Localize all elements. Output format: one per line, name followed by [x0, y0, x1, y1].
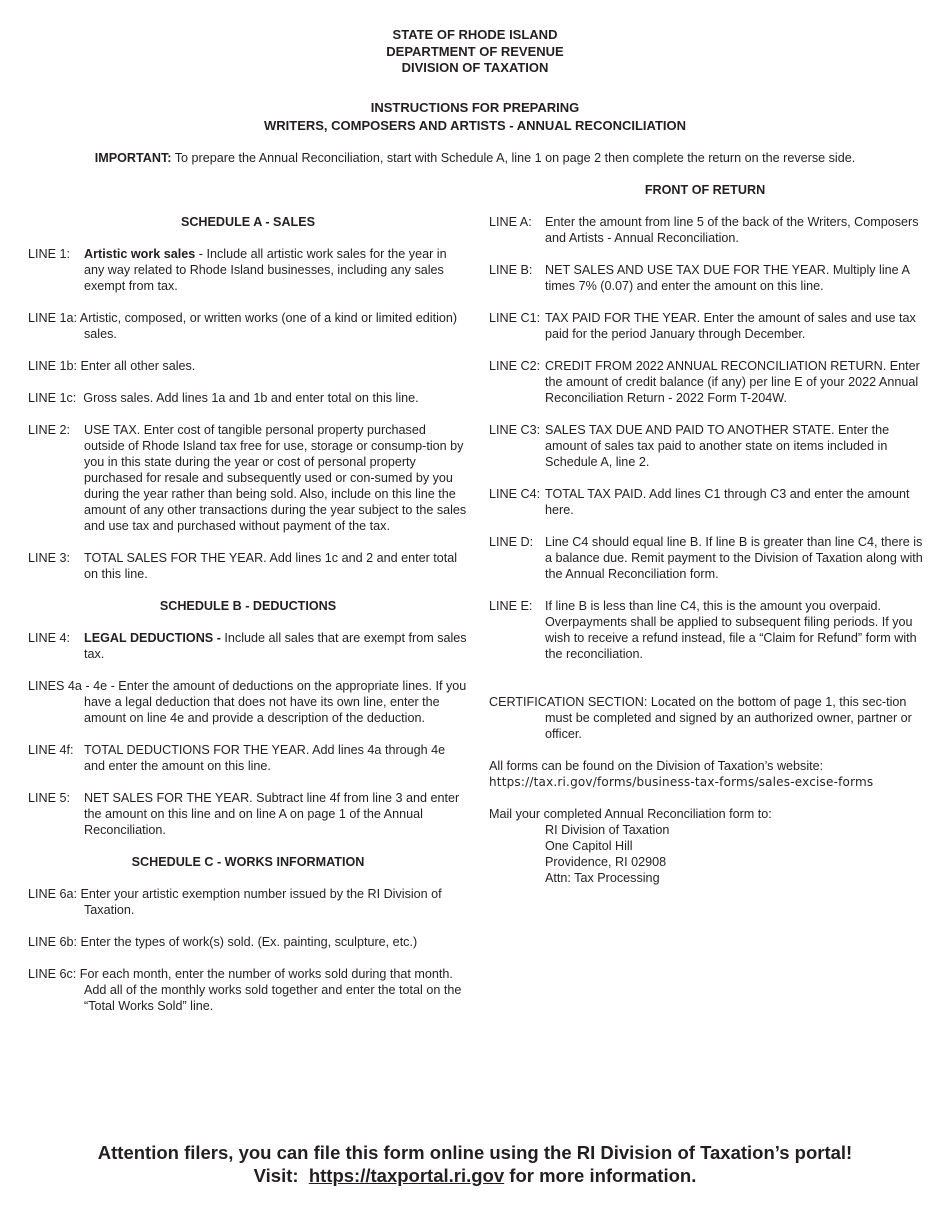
mail-address-line-3: Providence, RI 02908	[545, 855, 667, 869]
division-name: DIVISION OF TAXATION	[401, 60, 549, 75]
important-label: IMPORTANT:	[94, 151, 172, 165]
line-c1-label: LINE C1:	[489, 311, 541, 325]
line-c2-label: LINE C2:	[489, 359, 541, 373]
line-3-label: LINE 3:	[28, 551, 70, 565]
line-1b-entry: LINE 1b: Enter all other sales.	[28, 359, 196, 373]
line-4-bold: LEGAL DEDUCTIONS -	[84, 631, 221, 645]
line-5-entry	[28, 790, 468, 838]
schedule-b-heading: SCHEDULE B - DEDUCTIONS	[159, 599, 337, 613]
line-e-text: If line B is less than line C4, this is the amount you overpaid. Overpayments shall be applied to subsequent filing periods. If you wish to receive a refund instead, file a “Claim for Refund” form with the reconciliation.	[545, 599, 917, 661]
footer-line-2	[0, 1164, 950, 1187]
line-c1-entry	[489, 310, 929, 342]
line-a-text: Enter the amount from line 5 of the back of the Writers, Composers and Artists - Annual Reconciliation.	[545, 215, 919, 245]
line-2-text: USE TAX. Enter cost of tangible personal property purchased outside of Rhode Island tax free for use, storage or consump-tion by you in this state during the year or cost of personal property purchased for resale and subsequently used or con-sumed by you during the year rather than being sold. Also, include on this line the amount of any other transactions during the year subject to the sales and use tax and purchased without payment of the tax.	[84, 423, 467, 533]
line-1-label: LINE 1:	[28, 247, 70, 261]
forms-note: All forms can be found on the Division of Taxation’s website:	[489, 759, 824, 773]
line-c4-entry	[489, 486, 929, 518]
line-2-label: LINE 2:	[28, 423, 70, 437]
mail-address-line-2: One Capitol Hill	[545, 839, 633, 853]
line-b-label: LINE B:	[489, 263, 533, 277]
title-line-1: INSTRUCTIONS FOR PREPARING	[370, 100, 580, 115]
line-4f-entry	[28, 742, 468, 774]
line-c1-text: TAX PAID FOR THE YEAR. Enter the amount of sales and use tax paid for the period January through December.	[545, 311, 916, 341]
footer-after: for more information.	[504, 1165, 697, 1186]
line-d-entry	[489, 534, 929, 582]
line-6b-entry: LINE 6b: Enter the types of work(s) sold. (Ex. painting, sculpture, etc.)	[28, 935, 418, 949]
forms-url[interactable]: https://tax.ri.gov/forms/business-tax-forms/sales-excise-forms	[489, 775, 874, 789]
mail-address-line-4: Attn: Tax Processing	[545, 871, 660, 885]
line-2-entry	[28, 422, 468, 534]
line-3-text: TOTAL SALES FOR THE YEAR. Add lines 1c and 2 and enter total on this line.	[84, 551, 458, 581]
schedule-c-heading: SCHEDULE C - WORKS INFORMATION	[131, 855, 365, 869]
line-d-label: LINE D:	[489, 535, 534, 549]
line-e-label: LINE E:	[489, 599, 533, 613]
left-column	[28, 214, 468, 1014]
taxportal-link[interactable]: https://taxportal.ri.gov	[308, 1165, 505, 1186]
mail-address-line-1: RI Division of Taxation	[545, 823, 670, 837]
line-c4-text: TOTAL TAX PAID. Add lines C1 through C3 and enter the amount here.	[545, 487, 910, 517]
mail-intro: Mail your completed Annual Reconciliation form to:	[489, 807, 772, 821]
important-note	[0, 150, 950, 166]
line-6c-entry: LINE 6c: For each month, enter the number of works sold during that month. Add all of the monthly works sold together and enter the total on the “Total Works Sold” line.	[28, 967, 462, 1013]
line-3-entry	[28, 550, 468, 582]
line-a-label: LINE A:	[489, 215, 532, 229]
line-a-entry	[489, 214, 929, 246]
line-4-text: Include all sales that are exempt from sales tax.	[84, 631, 467, 661]
line-b-entry	[489, 262, 929, 294]
line-c3-label: LINE C3:	[489, 423, 541, 437]
department-name: DEPARTMENT OF REVENUE	[386, 43, 564, 59]
line-1-entry	[28, 246, 468, 294]
right-column	[489, 182, 929, 886]
certification-section: CERTIFICATION SECTION: Located on the bottom of page 1, this sec-tion must be completed and signed by an authorized owner, partner or officer.	[489, 695, 912, 741]
line-1c-entry: LINE 1c: Gross sales. Add lines 1a and 1b and enter total on this line.	[28, 391, 419, 405]
document-title	[0, 99, 950, 134]
state-name: STATE OF RHODE ISLAND	[392, 27, 558, 42]
line-b-text: NET SALES AND USE TAX DUE FOR THE YEAR. Multiply line A times 7% (0.07) and enter the amount on this line.	[545, 263, 910, 293]
line-1-text: - Include all artistic work sales for the year in any way related to Rhode Island businesses, including any sales exempt from tax.	[84, 247, 447, 293]
line-c2-text: CREDIT FROM 2022 ANNUAL RECONCILIATION RETURN. Enter the amount of credit balance (if any) per line E of your 2022 Annual Reconciliation Return - 2022 Form T-204W.	[545, 359, 920, 405]
line-5-text: NET SALES FOR THE YEAR. Subtract line 4f from line 3 and enter the amount on this line and on line A on page 1 of the Annual Reconciliation.	[84, 791, 460, 837]
line-4f-label: LINE 4f:	[28, 743, 74, 757]
line-1a-entry: LINE 1a: Artistic, composed, or written works (one of a kind or limited edition) sales.	[28, 311, 458, 341]
line-c2-entry	[489, 358, 929, 406]
footer-line-1: Attention filers, you can file this form online using the RI Division of Taxation’s portal!	[97, 1142, 853, 1163]
important-text: To prepare the Annual Reconciliation, start with Schedule A, line 1 on page 2 then complete the return on the reverse side.	[171, 151, 856, 165]
line-4-label: LINE 4:	[28, 631, 70, 645]
line-e-entry	[489, 598, 929, 662]
line-4-entry	[28, 630, 468, 662]
line-c4-label: LINE C4:	[489, 487, 541, 501]
line-6a-entry: LINE 6a: Enter your artistic exemption number issued by the RI Division of Taxation.	[28, 887, 442, 917]
line-5-label: LINE 5:	[28, 791, 70, 805]
schedule-a-heading: SCHEDULE A - SALES	[180, 215, 316, 229]
front-of-return-heading: FRONT OF RETURN	[644, 183, 766, 197]
lines-4a-4e-entry: LINES 4a - 4e - Enter the amount of deductions on the appropriate lines. If you have a legal deduction that does not have its own line, enter the amount on line 4e and provide a description of the deduction.	[28, 679, 467, 725]
document-header	[0, 27, 950, 77]
footer-visit: Visit:	[253, 1165, 309, 1186]
line-c3-entry	[489, 422, 929, 470]
line-d-text: Line C4 should equal line B. If line B is greater than line C4, there is a balance due. Remit payment to the Division of Taxation along with the Annual Reconciliation form.	[545, 535, 923, 581]
title-line-2: WRITERS, COMPOSERS AND ARTISTS - ANNUAL RECONCILIATION	[263, 117, 687, 133]
line-4f-text: TOTAL DEDUCTIONS FOR THE YEAR. Add lines 4a through 4e and enter the amount on this line.	[84, 743, 446, 773]
online-filing-notice	[0, 1141, 950, 1187]
line-1-bold: Artistic work sales	[84, 247, 196, 261]
line-c3-text: SALES TAX DUE AND PAID TO ANOTHER STATE. Enter the amount of sales tax paid to another state on items included in Schedule A, line 2.	[545, 423, 890, 469]
